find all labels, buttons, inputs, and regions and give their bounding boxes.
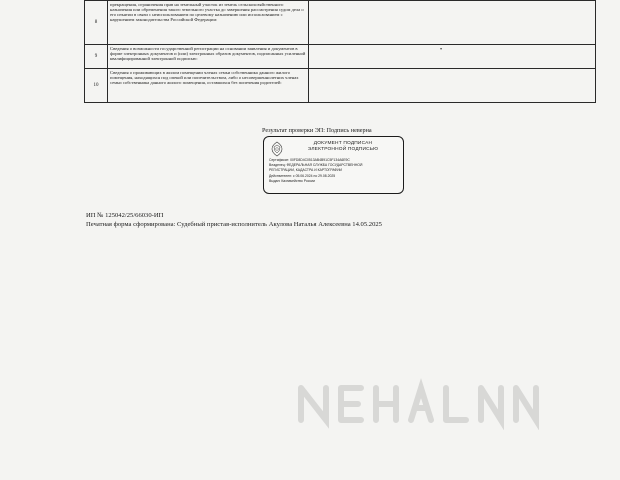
printed-by-line: Печатная форма сформирована: Судебный пристав-исполнитель Акулова Наталья Алексеевна 14.05.2025	[86, 221, 382, 228]
stamp-title-line: ДОКУМЕНТ ПОДПИСАН	[313, 141, 373, 146]
row-number: 9	[85, 45, 108, 69]
row-number: 10	[85, 69, 108, 103]
faint-watermark	[296, 370, 556, 430]
stamp-owner: Владелец: ФЕДЕРАЛЬНАЯ СЛУЖБА ГОСУДАРСТВЕННОЙ	[269, 163, 363, 168]
row-description: Сведения о возможности государственной регистрации на основании заявления и документов в форме электронных документов и (или) электронных образов документов, подписанных усиленной квалифицированной электронной подписью:	[108, 45, 309, 69]
row-value	[309, 1, 596, 45]
stamp-title-line: ЭЛЕКТРОННОЙ ПОДПИСЬЮ	[307, 147, 379, 152]
stamp-title	[282, 141, 404, 153]
row-description: Сведения о проживающих в жилом помещении членах семьи собственника данного жилого помещения, находящихся под опекой или попечительством, либо о несовершеннолетних членах семьи собственника данного жилого помещения, оставшихся без попечения родителей:	[108, 69, 309, 103]
table-row	[85, 1, 596, 45]
row-value	[309, 69, 596, 103]
case-number: ИП № 125042/25/66030-ИП	[86, 212, 164, 219]
row-description: прекращения, ограничения прав на земельный участок из земель сельскохозяйственного назначения или обременения такого земельного участка до завершения рассмотрения судом дела о его изъятии в связи с неиспользованием по целевому назначению или использованием с нарушением законодательства Российской Федерации:	[108, 1, 309, 45]
stamp-owner-continued: РЕГИСТРАЦИИ, КАДАСТРА И КАРТОГРАФИИ	[269, 168, 342, 173]
row-number: 8	[85, 1, 108, 45]
stamp-validity: Действителен: с 05.06.2024 по 29.08.2025	[269, 173, 336, 178]
table-row	[85, 69, 596, 103]
stamp-issuer: Выдан: Казначейство России	[269, 178, 315, 183]
stamp-details	[269, 158, 401, 184]
table-row	[85, 45, 596, 69]
stamp-certificate: Сертификат: 00FD8D4C0513AB4B91C5F134A6E9C	[269, 158, 350, 162]
rights-table	[84, 0, 596, 103]
row-value	[309, 45, 596, 69]
row-value-mark: •	[440, 47, 443, 53]
electronic-signature-stamp	[263, 136, 404, 194]
signature-verification-result: Результат проверки ЭП: Подпись неверна	[262, 127, 372, 134]
